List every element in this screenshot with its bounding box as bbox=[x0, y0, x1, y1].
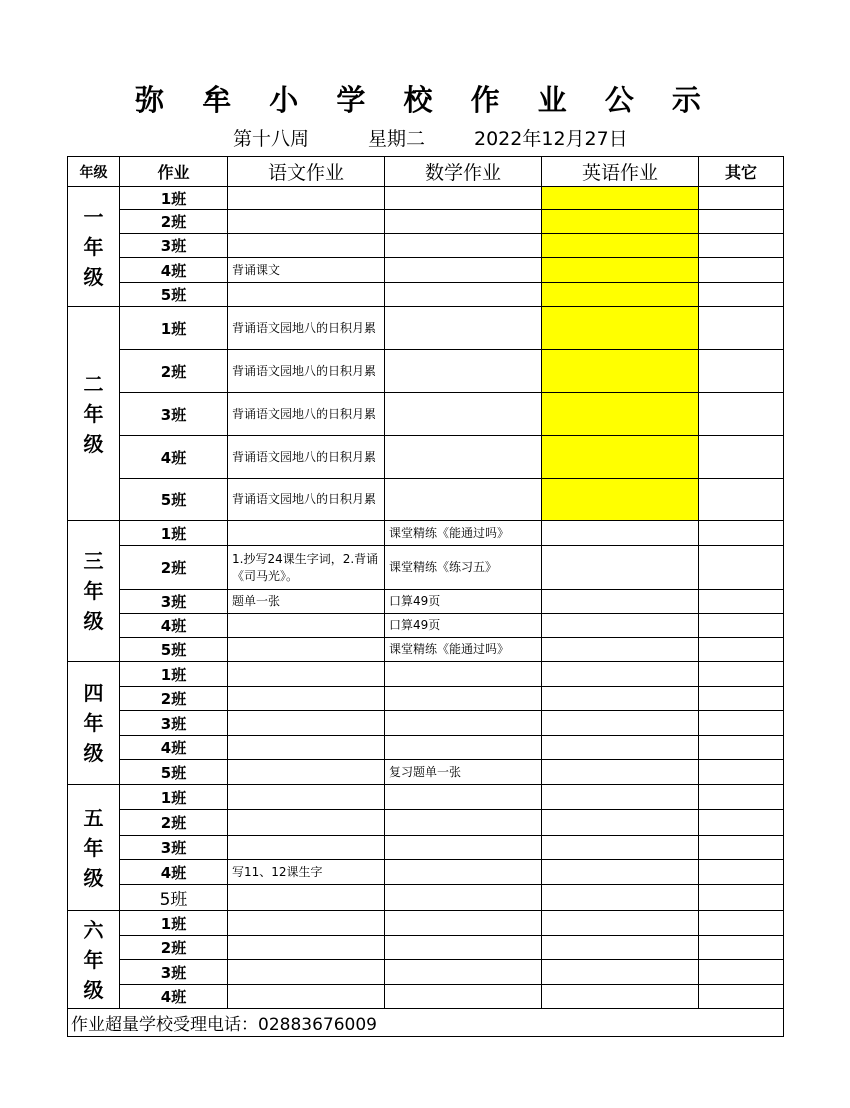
table-row bbox=[68, 307, 784, 350]
chinese-homework: 背诵语文园地八的日积月累 bbox=[228, 479, 385, 521]
table-row bbox=[68, 810, 784, 836]
chinese-homework bbox=[228, 234, 385, 258]
grade-label-char: 年 bbox=[83, 947, 104, 972]
table-row bbox=[68, 258, 784, 283]
date-label: 2022年12月27日 bbox=[474, 128, 628, 150]
english-homework bbox=[542, 662, 699, 687]
class-label: 4班 bbox=[120, 614, 228, 638]
chinese-homework bbox=[228, 187, 385, 210]
chinese-homework bbox=[228, 210, 385, 234]
other-homework bbox=[699, 521, 784, 546]
chinese-homework: 背诵课文 bbox=[228, 258, 385, 283]
grade-label bbox=[68, 911, 120, 1009]
math-homework bbox=[385, 662, 542, 687]
header-english: 英语作业 bbox=[542, 157, 699, 187]
header-homework: 作业 bbox=[120, 157, 228, 187]
class-label: 2班 bbox=[120, 210, 228, 234]
grade-label-char: 三 bbox=[83, 549, 104, 573]
chinese-homework bbox=[228, 836, 385, 860]
other-homework bbox=[699, 885, 784, 911]
week-label: 第十八周 bbox=[233, 128, 310, 150]
chinese-homework: 背诵语文园地八的日积月累 bbox=[228, 436, 385, 479]
math-homework bbox=[385, 836, 542, 860]
english-homework bbox=[542, 785, 699, 810]
math-homework bbox=[385, 687, 542, 711]
chinese-homework: 背诵语文园地八的日积月累 bbox=[228, 350, 385, 393]
grade-label bbox=[68, 187, 120, 307]
class-label: 5班 bbox=[120, 760, 228, 785]
other-homework bbox=[699, 960, 784, 985]
other-homework bbox=[699, 614, 784, 638]
english-homework bbox=[542, 960, 699, 985]
chinese-homework bbox=[228, 785, 385, 810]
english-homework bbox=[542, 638, 699, 662]
grade-label bbox=[68, 785, 120, 911]
math-homework bbox=[385, 479, 542, 521]
class-label: 1班 bbox=[120, 662, 228, 687]
chinese-homework bbox=[228, 810, 385, 836]
grade-label bbox=[68, 521, 120, 662]
english-homework bbox=[542, 350, 699, 393]
grade-label-char: 年 bbox=[83, 579, 104, 603]
math-homework bbox=[385, 960, 542, 985]
table-row bbox=[68, 546, 784, 590]
class-label: 5班 bbox=[120, 283, 228, 307]
grade-label-char: 五 bbox=[83, 805, 104, 830]
class-label: 3班 bbox=[120, 836, 228, 860]
table-row bbox=[68, 936, 784, 960]
math-homework bbox=[385, 350, 542, 393]
header-chinese: 语文作业 bbox=[228, 157, 385, 187]
english-homework bbox=[542, 985, 699, 1009]
math-homework bbox=[385, 985, 542, 1009]
math-homework bbox=[385, 436, 542, 479]
table-row bbox=[68, 283, 784, 307]
grade-label-char: 级 bbox=[83, 609, 104, 633]
grade-label-char: 级 bbox=[83, 741, 104, 765]
other-homework bbox=[699, 662, 784, 687]
english-homework bbox=[542, 614, 699, 638]
chinese-homework: 写11、12课生字 bbox=[228, 860, 385, 885]
chinese-homework bbox=[228, 283, 385, 307]
table-row bbox=[68, 638, 784, 662]
math-homework: 课堂精练《能通过吗》 bbox=[385, 638, 542, 662]
math-homework: 课堂精练《能通过吗》 bbox=[385, 521, 542, 546]
other-homework bbox=[699, 785, 784, 810]
class-label: 3班 bbox=[120, 711, 228, 736]
class-label: 1班 bbox=[120, 785, 228, 810]
table-row bbox=[68, 234, 784, 258]
chinese-homework: 1.抄写24课生字词，2.背诵《司马光》。 bbox=[228, 546, 385, 590]
class-label: 4班 bbox=[120, 985, 228, 1009]
table-row bbox=[68, 614, 784, 638]
class-label: 2班 bbox=[120, 350, 228, 393]
math-homework bbox=[385, 860, 542, 885]
other-homework bbox=[699, 936, 784, 960]
english-homework bbox=[542, 234, 699, 258]
math-homework bbox=[385, 187, 542, 210]
class-label: 3班 bbox=[120, 393, 228, 436]
chinese-homework bbox=[228, 911, 385, 936]
math-homework bbox=[385, 810, 542, 836]
class-label: 4班 bbox=[120, 436, 228, 479]
class-label: 5班 bbox=[120, 885, 228, 911]
chinese-homework bbox=[228, 638, 385, 662]
other-homework bbox=[699, 860, 784, 885]
table-row bbox=[68, 393, 784, 436]
english-homework bbox=[542, 885, 699, 911]
grade-label-char: 四 bbox=[83, 681, 104, 705]
other-homework bbox=[699, 258, 784, 283]
class-label: 3班 bbox=[120, 590, 228, 614]
math-homework bbox=[385, 258, 542, 283]
chinese-homework: 背诵语文园地八的日积月累 bbox=[228, 307, 385, 350]
english-homework bbox=[542, 187, 699, 210]
table-row bbox=[68, 985, 784, 1009]
grade-label-char: 级 bbox=[83, 431, 104, 456]
grade-label-char: 六 bbox=[83, 917, 104, 942]
grade-label-char: 一 bbox=[83, 204, 104, 229]
class-label: 4班 bbox=[120, 860, 228, 885]
table-row bbox=[68, 785, 784, 810]
table-row bbox=[68, 736, 784, 760]
page-title: 弥 牟 小 学 校 作 业 公 示 bbox=[135, 83, 715, 117]
other-homework bbox=[699, 687, 784, 711]
table-row bbox=[68, 187, 784, 210]
math-homework bbox=[385, 210, 542, 234]
grade-label-char: 年 bbox=[83, 401, 104, 426]
class-label: 2班 bbox=[120, 810, 228, 836]
math-homework bbox=[385, 885, 542, 911]
table-row bbox=[68, 662, 784, 687]
class-label: 1班 bbox=[120, 187, 228, 210]
english-homework bbox=[542, 711, 699, 736]
math-homework bbox=[385, 234, 542, 258]
chinese-homework bbox=[228, 885, 385, 911]
other-homework bbox=[699, 760, 784, 785]
class-label: 1班 bbox=[120, 911, 228, 936]
math-homework: 复习题单一张 bbox=[385, 760, 542, 785]
chinese-homework bbox=[228, 711, 385, 736]
table-row bbox=[68, 960, 784, 985]
english-homework bbox=[542, 687, 699, 711]
chinese-homework bbox=[228, 736, 385, 760]
english-homework bbox=[542, 736, 699, 760]
other-homework bbox=[699, 479, 784, 521]
grade-label bbox=[68, 307, 120, 521]
other-homework bbox=[699, 638, 784, 662]
chinese-homework bbox=[228, 936, 385, 960]
table-row bbox=[68, 836, 784, 860]
chinese-homework bbox=[228, 614, 385, 638]
homework-table bbox=[67, 156, 784, 1037]
math-homework: 口算49页 bbox=[385, 614, 542, 638]
other-homework bbox=[699, 436, 784, 479]
english-homework bbox=[542, 810, 699, 836]
header-other: 其它 bbox=[699, 157, 784, 187]
chinese-homework bbox=[228, 960, 385, 985]
grade-label-char: 级 bbox=[83, 865, 104, 890]
english-homework bbox=[542, 283, 699, 307]
table-row bbox=[68, 760, 784, 785]
math-homework bbox=[385, 785, 542, 810]
table-row bbox=[68, 590, 784, 614]
class-label: 1班 bbox=[120, 521, 228, 546]
other-homework bbox=[699, 393, 784, 436]
header-math: 数学作业 bbox=[385, 157, 542, 187]
math-homework: 课堂精练《练习五》 bbox=[385, 546, 542, 590]
english-homework bbox=[542, 479, 699, 521]
other-homework bbox=[699, 307, 784, 350]
table-row bbox=[68, 687, 784, 711]
english-homework bbox=[542, 936, 699, 960]
chinese-homework bbox=[228, 760, 385, 785]
english-homework bbox=[542, 436, 699, 479]
english-homework bbox=[542, 590, 699, 614]
class-label: 4班 bbox=[120, 736, 228, 760]
english-homework bbox=[542, 911, 699, 936]
grade-label-char: 二 bbox=[83, 371, 104, 396]
table-row bbox=[68, 479, 784, 521]
class-label: 2班 bbox=[120, 546, 228, 590]
other-homework bbox=[699, 836, 784, 860]
math-homework bbox=[385, 736, 542, 760]
table-row bbox=[68, 885, 784, 911]
other-homework bbox=[699, 187, 784, 210]
class-label: 3班 bbox=[120, 960, 228, 985]
class-label: 2班 bbox=[120, 687, 228, 711]
english-homework bbox=[542, 760, 699, 785]
math-homework bbox=[385, 283, 542, 307]
class-label: 2班 bbox=[120, 936, 228, 960]
grade-label-char: 年 bbox=[83, 835, 104, 860]
chinese-homework bbox=[228, 985, 385, 1009]
table-row bbox=[68, 711, 784, 736]
table-row bbox=[68, 860, 784, 885]
other-homework bbox=[699, 234, 784, 258]
other-homework bbox=[699, 283, 784, 307]
other-homework bbox=[699, 736, 784, 760]
english-homework bbox=[542, 836, 699, 860]
other-homework bbox=[699, 590, 784, 614]
english-homework bbox=[542, 521, 699, 546]
math-homework bbox=[385, 307, 542, 350]
table-row bbox=[68, 210, 784, 234]
complaint-hotline: 作业超量学校受理电话：02883676009 bbox=[68, 1009, 784, 1037]
header-grade: 年级 bbox=[68, 157, 120, 187]
other-homework bbox=[699, 350, 784, 393]
chinese-homework bbox=[228, 687, 385, 711]
english-homework bbox=[542, 393, 699, 436]
chinese-homework: 背诵语文园地八的日积月累 bbox=[228, 393, 385, 436]
table-row bbox=[68, 521, 784, 546]
class-label: 3班 bbox=[120, 234, 228, 258]
other-homework bbox=[699, 911, 784, 936]
grade-label-char: 年 bbox=[83, 234, 104, 259]
math-homework bbox=[385, 911, 542, 936]
class-label: 4班 bbox=[120, 258, 228, 283]
chinese-homework bbox=[228, 662, 385, 687]
english-homework bbox=[542, 210, 699, 234]
english-homework bbox=[542, 307, 699, 350]
other-homework bbox=[699, 810, 784, 836]
english-homework bbox=[542, 860, 699, 885]
table-row bbox=[68, 911, 784, 936]
math-homework bbox=[385, 393, 542, 436]
table-row bbox=[68, 436, 784, 479]
grade-label bbox=[68, 662, 120, 785]
grade-label-char: 级 bbox=[83, 264, 104, 289]
other-homework bbox=[699, 985, 784, 1009]
other-homework bbox=[699, 210, 784, 234]
math-homework bbox=[385, 936, 542, 960]
other-homework bbox=[699, 546, 784, 590]
header-row bbox=[68, 157, 784, 187]
math-homework bbox=[385, 711, 542, 736]
footer-row bbox=[68, 1009, 784, 1037]
grade-label-char: 年 bbox=[83, 711, 104, 735]
english-homework bbox=[542, 546, 699, 590]
chinese-homework bbox=[228, 521, 385, 546]
other-homework bbox=[699, 711, 784, 736]
class-label: 5班 bbox=[120, 638, 228, 662]
chinese-homework: 题单一张 bbox=[228, 590, 385, 614]
math-homework: 口算49页 bbox=[385, 590, 542, 614]
class-label: 5班 bbox=[120, 479, 228, 521]
english-homework bbox=[542, 258, 699, 283]
weekday-label: 星期二 bbox=[368, 128, 426, 150]
class-label: 1班 bbox=[120, 307, 228, 350]
table-row bbox=[68, 350, 784, 393]
grade-label-char: 级 bbox=[83, 977, 104, 1002]
